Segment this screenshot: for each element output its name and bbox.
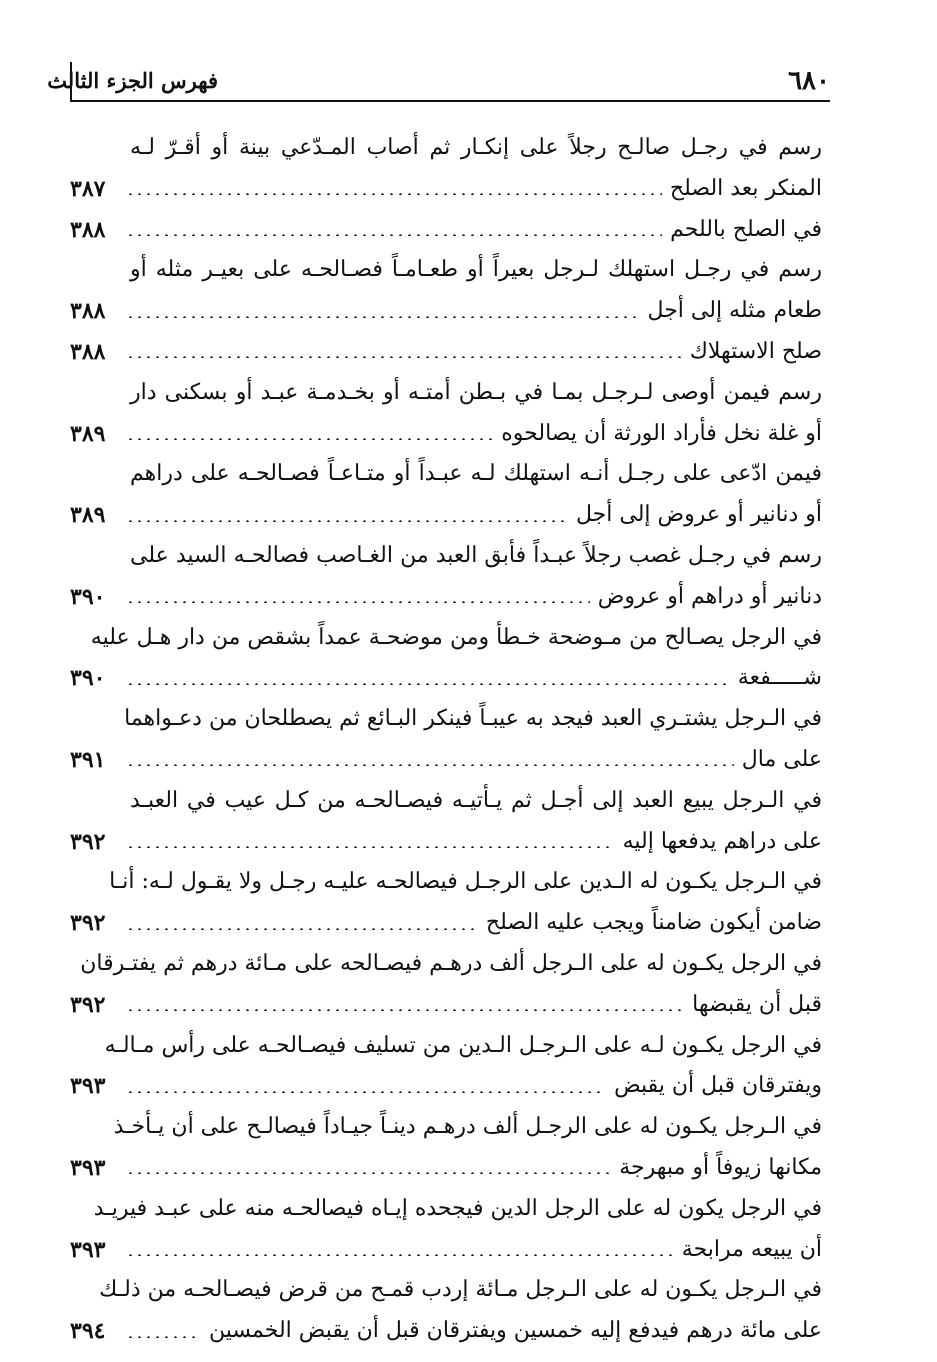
- toc-page-number: ٣٨٨: [70, 298, 106, 325]
- toc-entry-text: أن يبيعه مرابحة: [681, 1236, 822, 1262]
- toc-page-number: ٣٩٤: [70, 1318, 106, 1345]
- toc-entry: [70, 944, 822, 1026]
- header-page-number: ٦٨٠: [788, 66, 830, 96]
- toc-page-number: ٣٩٣: [70, 1236, 106, 1263]
- toc-page-number: ٣٨٩: [70, 502, 106, 529]
- toc-page-number: ٣٩٢: [70, 910, 106, 937]
- dot-leader: [126, 601, 590, 603]
- toc-entry-final-line: [70, 1148, 822, 1189]
- toc-entry-line: [70, 618, 822, 659]
- toc-entry-line: [70, 454, 822, 495]
- toc-page-number: ٣٩١: [70, 746, 106, 773]
- toc-entry: [70, 332, 822, 373]
- toc-entry-final-line: [70, 1311, 822, 1352]
- toc-entry-text: صلح الاستهلاك: [689, 338, 822, 364]
- toc-page-number: ٣٩٠: [70, 583, 106, 610]
- toc-entry-line: [70, 536, 822, 577]
- toc-entry: [70, 373, 822, 455]
- toc-entry-line: [70, 1189, 822, 1230]
- toc-entry-final-line: [70, 903, 822, 944]
- toc-entry-text: في الرجل يكـون له على الـرجل ألف درهـم فيصـالحه على مـائة درهم ثم يفتـرقان: [80, 950, 822, 976]
- toc-entry-text: قبل أن يقبضها: [692, 991, 822, 1017]
- toc-entry-final-line: [70, 740, 822, 781]
- toc-entry-text: في الـرجل يكـون له الـدين على الرجـل فيصالحـه عليـه رجـل ولا يقـول لـه: أنـا: [109, 869, 822, 895]
- toc-entry-text: أو غلة نخل فأراد الورثة أن يصالحوه: [501, 420, 822, 446]
- toc-page-number: ٣٨٨: [70, 338, 106, 365]
- toc-entry-text: على مائة درهم فيدفع إليه خمسين ويفترقان قبل أن يقبض الخمسين: [209, 1318, 822, 1344]
- dot-leader: [126, 1336, 201, 1338]
- toc-entry-final-line: [70, 414, 822, 455]
- toc-entry-text: على مال: [741, 746, 822, 772]
- toc-entry-final-line: [70, 169, 822, 210]
- toc-entry: [70, 618, 822, 700]
- toc-entry: [70, 210, 822, 251]
- toc-entry-text: رسم فيمن أوصى لـرجـل بمـا في بـطن أمتـه أو بخـدمـة عبـد أو بسكنى دار: [130, 379, 822, 405]
- toc-entry-text: رسم في رجـل استهلك لـرجل بعيراً أو طعـامـاً فصـالحـه على بعيـر مثله أو: [130, 257, 822, 283]
- dot-leader: [126, 764, 734, 766]
- toc-entry-text: المنكر بعد الصلح: [669, 175, 822, 201]
- toc-entry-line: [70, 944, 822, 985]
- header-title: فهرس الجزء الثالث: [47, 68, 218, 93]
- toc-entry: [70, 1270, 822, 1352]
- dot-leader: [126, 520, 568, 522]
- toc-entry-line: [70, 250, 822, 291]
- toc-entry-line: [70, 1107, 822, 1148]
- dot-leader: [126, 356, 682, 358]
- dot-leader: [126, 846, 615, 848]
- toc-entry: [70, 454, 822, 536]
- dot-leader: [126, 1091, 606, 1093]
- toc-entry: [70, 536, 822, 618]
- toc-page-number: ٣٨٨: [70, 216, 106, 243]
- toc-entry-final-line: [70, 291, 822, 332]
- toc-entry: [70, 1189, 822, 1271]
- toc-entry-text: مكانها زيوفاً أو مبهرجة: [619, 1154, 822, 1180]
- toc-entry-text: رسم في رجـل صالـح رجلاً على إنكـار ثم أصاب المـدّعي بينة أو أقـرّ لـه: [130, 135, 822, 160]
- dot-leader: [126, 1172, 611, 1174]
- dot-leader: [126, 438, 493, 440]
- toc-entry-line: [70, 781, 822, 822]
- toc-entry-text: في الـرجل يكـون له على الـرجل مـائة إردب قمـح من قرض فيصـالحـه من ذلـك: [99, 1277, 822, 1303]
- toc-entry-text: في الرجل يكـون لـه على الـرجـل الـدين من تسليف فيصـالحـه على رأس مـالـه: [104, 1032, 822, 1058]
- dot-leader: [126, 316, 640, 318]
- toc-entry-final-line: [70, 822, 822, 863]
- header-rule: [70, 100, 830, 102]
- toc-page-number: ٣٩٢: [70, 991, 106, 1018]
- toc-entry-final-line: [70, 332, 822, 373]
- toc-entry-text: رسم في رجـل غصب رجلاً عبـداً فأبق العبد من الغـاصب فصالحـه السيد على: [130, 542, 822, 568]
- dot-leader: [126, 234, 662, 236]
- toc-entry-text: في الـرجل يبيع العبد إلى أجـل ثم يـأتيـه فيصـالحـه من كـل عيب في العبـد: [130, 787, 823, 813]
- toc-entry-final-line: [70, 985, 822, 1026]
- toc-entry-line: [70, 699, 822, 740]
- dot-leader: [126, 1009, 684, 1011]
- toc-entry-text: ويفترقان قبل أن يقبض: [614, 1073, 822, 1099]
- toc-page-number: ٣٩٢: [70, 828, 106, 855]
- toc-entry: [70, 250, 822, 332]
- toc-entry-line: [70, 1026, 822, 1067]
- toc-entry-text: في الـرجل يكـون له على الرجـل ألف درهـم دينـاً جيـاداً فيصالـح على أن يـأخـذ: [113, 1114, 822, 1140]
- toc-page-number: ٣٨٩: [70, 420, 106, 447]
- toc-entry-final-line: [70, 658, 822, 699]
- toc-entry: [70, 1107, 822, 1189]
- toc-entry-text: ضامن أيكون ضامناً ويجب عليه الصلح: [485, 910, 822, 936]
- toc-entry-text: طعام مثله إلى أجل: [647, 298, 822, 324]
- toc-entry-line: [70, 373, 822, 414]
- toc-entry: [70, 862, 822, 944]
- toc-entry-text: في الرجل يصـالح من مـوضحة خـطأ ومن موضحـة عمداً بشقص من دار هـل عليه: [90, 624, 822, 650]
- header-vertical-rule: [70, 62, 72, 100]
- toc-page-number: ٣٨٧: [70, 175, 106, 202]
- toc-entry-text: دنانير أو دراهم أو عروض: [597, 583, 822, 609]
- toc-entry-final-line: [70, 1230, 822, 1271]
- toc-entry-line: [70, 1270, 822, 1311]
- toc-entry: [70, 1026, 822, 1108]
- toc-entry: [70, 781, 822, 863]
- table-of-contents: [70, 128, 822, 1352]
- toc-entry-text: في الرجل يكون له على الرجل الدين فيجحده إيـاه فيصالحـه منه على عبـد فيريـد: [93, 1195, 822, 1221]
- toc-entry-line: [70, 128, 822, 169]
- dot-leader: [126, 1254, 674, 1256]
- toc-entry: [70, 699, 822, 781]
- toc-entry-text: أو دنانير أو عروض إلى أجل: [576, 502, 822, 528]
- dot-leader: [126, 683, 730, 685]
- toc-page-number: ٣٩٠: [70, 665, 106, 692]
- toc-entry-line: [70, 862, 822, 903]
- toc-entry-text: فيمن ادّعى على رجـل أنـه استهلك لـه عبـداً أو متـاعـاً فصـالحـه على دراهم: [130, 461, 822, 487]
- toc-entry-text: على دراهم يدفعها إليه: [622, 828, 822, 854]
- toc-entry-text: في الـرجل يشتـري العبد فيجد به عيبـاً فينكر البـائع ثم يصطلحان من دعـواهما: [124, 706, 822, 732]
- toc-entry-final-line: [70, 210, 822, 251]
- toc-entry-final-line: [70, 577, 822, 618]
- dot-leader: [126, 193, 662, 195]
- toc-entry-final-line: [70, 1066, 822, 1107]
- toc-entry-text: شـــــفعة: [737, 665, 822, 691]
- toc-entry: [70, 128, 822, 210]
- toc-entry-text: في الصلح باللحم: [670, 216, 822, 242]
- running-header: [47, 60, 830, 100]
- toc-page-number: ٣٩٣: [70, 1073, 106, 1100]
- dot-leader: [126, 928, 478, 930]
- toc-page-number: ٣٩٣: [70, 1154, 106, 1181]
- toc-entry-final-line: [70, 495, 822, 536]
